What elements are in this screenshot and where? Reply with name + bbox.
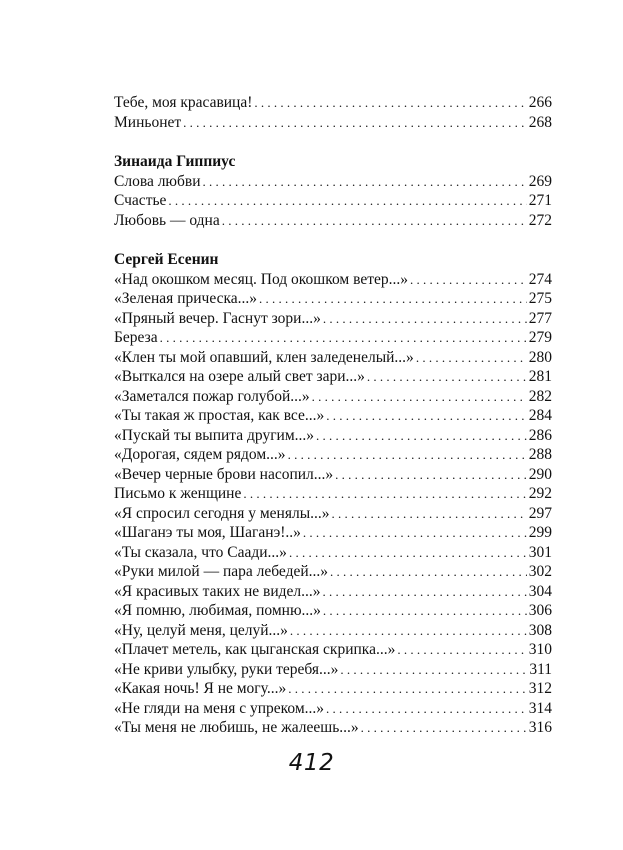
toc-entry-page: 286 <box>528 426 552 444</box>
toc-entry-title: «Какая ночь! Я не могу...» <box>114 680 287 697</box>
toc-entry-page: 282 <box>528 387 552 405</box>
dot-leader <box>312 387 527 407</box>
toc-entry <box>114 543 552 563</box>
dot-leader <box>326 699 527 719</box>
toc-entry-page: 292 <box>528 485 552 502</box>
toc-entry <box>114 289 552 309</box>
dot-leader <box>323 601 527 621</box>
toc-entry-title: «Не гляди на меня с упреком...» <box>114 699 325 717</box>
toc-entry-page: 279 <box>528 329 552 346</box>
toc-entry <box>114 679 552 699</box>
dot-leader <box>288 445 527 465</box>
toc-entry <box>114 426 552 446</box>
toc-entry-page: 311 <box>529 660 552 678</box>
toc-entry-title: Письмо к женщине <box>114 485 242 502</box>
toc-entry-title: Счастье <box>114 192 167 209</box>
toc-entry-page: 266 <box>528 94 552 111</box>
table-of-contents <box>114 93 552 738</box>
toc-entry <box>114 523 552 543</box>
toc-entry-page: 281 <box>528 368 552 385</box>
dot-leader <box>323 582 527 602</box>
toc-entry-page: 316 <box>528 719 552 736</box>
toc-entry-title: Любовь — одна <box>114 211 220 229</box>
dot-leader <box>416 348 527 368</box>
dot-leader <box>361 718 527 738</box>
dot-leader <box>160 328 527 348</box>
toc-entry-page: 275 <box>528 290 552 307</box>
toc-entry-page: 308 <box>528 621 552 639</box>
toc-entry-title: «Ну, целуй меня, целуй...» <box>114 621 288 639</box>
toc-entry-page: 299 <box>528 524 552 541</box>
dot-leader <box>222 211 527 231</box>
toc-entry <box>114 445 552 465</box>
toc-entry-page: 268 <box>528 113 552 131</box>
toc-entry-title: «Я помню, любимая, помню...» <box>114 602 321 619</box>
toc-entry-page: 271 <box>528 192 552 209</box>
toc-entry-page: 312 <box>528 680 552 697</box>
dot-leader <box>330 562 527 582</box>
dot-leader <box>303 523 527 543</box>
toc-section <box>114 152 552 230</box>
toc-entry-title: «Над окошком месяц. Под окошком ветер...» <box>114 270 408 288</box>
toc-entry-title: «Пряный вечер. Гаснут зори...» <box>114 309 321 327</box>
toc-entry-page: 297 <box>528 504 552 522</box>
toc-entry <box>114 601 552 621</box>
dot-leader <box>323 309 527 329</box>
toc-entry-title: «Руки милой — пара лебедей...» <box>114 563 329 580</box>
toc-entry-title: «Дорогая, сядем рядом...» <box>114 446 286 463</box>
dot-leader <box>331 504 526 524</box>
toc-entry <box>114 699 552 719</box>
toc-entry-page: 290 <box>528 465 552 483</box>
toc-entry <box>114 484 552 504</box>
dot-leader <box>203 172 527 192</box>
dot-leader <box>289 543 527 563</box>
toc-entry-title: «Я красивых таких не видел...» <box>114 582 321 600</box>
toc-entry-title: Береза <box>114 329 158 346</box>
toc-entry-page: 301 <box>528 543 552 561</box>
toc-entry-title: «Не криви улыбку, руки теребя...» <box>114 660 339 678</box>
toc-entry-title: «Шаганэ ты моя, Шаганэ!..» <box>114 524 301 541</box>
dot-leader <box>326 406 526 426</box>
toc-entry <box>114 640 552 660</box>
dot-leader <box>397 640 526 660</box>
toc-entry-page: 277 <box>528 309 552 327</box>
toc-entry-title: «Зеленая прическа...» <box>114 290 258 307</box>
toc-entry-title: «Я спросил сегодня у менялы...» <box>114 504 330 522</box>
dot-leader <box>367 367 527 387</box>
toc-entry-title: «Ты сказала, что Саади...» <box>114 543 287 561</box>
toc-entry-page: 269 <box>528 172 552 190</box>
toc-entry-title: «Вечер черные брови насопил...» <box>114 465 334 483</box>
toc-entry <box>114 191 552 211</box>
toc-section <box>114 250 552 738</box>
toc-entry <box>114 93 552 113</box>
dot-leader <box>243 484 526 504</box>
toc-entry-title: «Клен ты мой опавший, клен заледенелый...» <box>114 348 414 366</box>
toc-entry <box>114 270 552 290</box>
toc-entry-title: «Плачет метель, как цыганская скрипка...» <box>114 641 396 658</box>
author-heading: Сергей Есенин <box>114 251 219 268</box>
dot-leader <box>259 289 527 309</box>
toc-entry-title: Тебе, моя красавица! <box>114 94 253 111</box>
dot-leader <box>335 465 527 485</box>
toc-entry-page: 302 <box>528 563 552 580</box>
toc-entry-page: 288 <box>528 446 552 463</box>
toc-entry-title: Слова любви <box>114 172 201 190</box>
author-heading: Зинаида Гиппиус <box>114 153 236 170</box>
toc-entry <box>114 504 552 524</box>
dot-leader <box>340 660 527 680</box>
toc-entry <box>114 367 552 387</box>
toc-entry <box>114 465 552 485</box>
toc-entry <box>114 660 552 680</box>
toc-entry-title: «Ты меня не любишь, не жалеешь...» <box>114 719 359 736</box>
dot-leader <box>290 621 527 641</box>
toc-entry <box>114 348 552 368</box>
toc-entry <box>114 328 552 348</box>
toc-entry-page: 306 <box>528 602 552 619</box>
toc-entry-title: «Ты такая ж простая, как все...» <box>114 407 325 424</box>
toc-entry-page: 314 <box>528 699 552 717</box>
toc-entry-page: 272 <box>528 211 552 229</box>
toc-entry-title: «Выткался на озере алый свет зари...» <box>114 368 365 385</box>
toc-entry <box>114 309 552 329</box>
toc-section <box>114 93 552 132</box>
dot-leader <box>288 679 527 699</box>
toc-entry <box>114 172 552 192</box>
page-number: 412 <box>288 750 335 776</box>
toc-entry <box>114 211 552 231</box>
toc-entry-title: «Заметался пожар голубой...» <box>114 387 310 405</box>
toc-entry <box>114 113 552 133</box>
toc-entry <box>114 621 552 641</box>
toc-entry-title: Миньонет <box>114 113 182 131</box>
toc-entry <box>114 406 552 426</box>
dot-leader <box>254 93 526 113</box>
dot-leader <box>410 270 527 290</box>
toc-entry <box>114 718 552 738</box>
toc-entry-page: 310 <box>528 641 552 658</box>
toc-entry <box>114 387 552 407</box>
toc-entry <box>114 582 552 602</box>
toc-entry-title: «Пускай ты выпита другим...» <box>114 426 315 444</box>
toc-entry-page: 274 <box>528 270 552 288</box>
toc-entry-page: 284 <box>528 407 552 424</box>
dot-leader <box>316 426 527 446</box>
toc-entry-page: 280 <box>528 348 552 366</box>
toc-entry-page: 304 <box>528 582 552 600</box>
toc-entry <box>114 562 552 582</box>
dot-leader <box>168 191 526 211</box>
dot-leader <box>183 113 527 133</box>
